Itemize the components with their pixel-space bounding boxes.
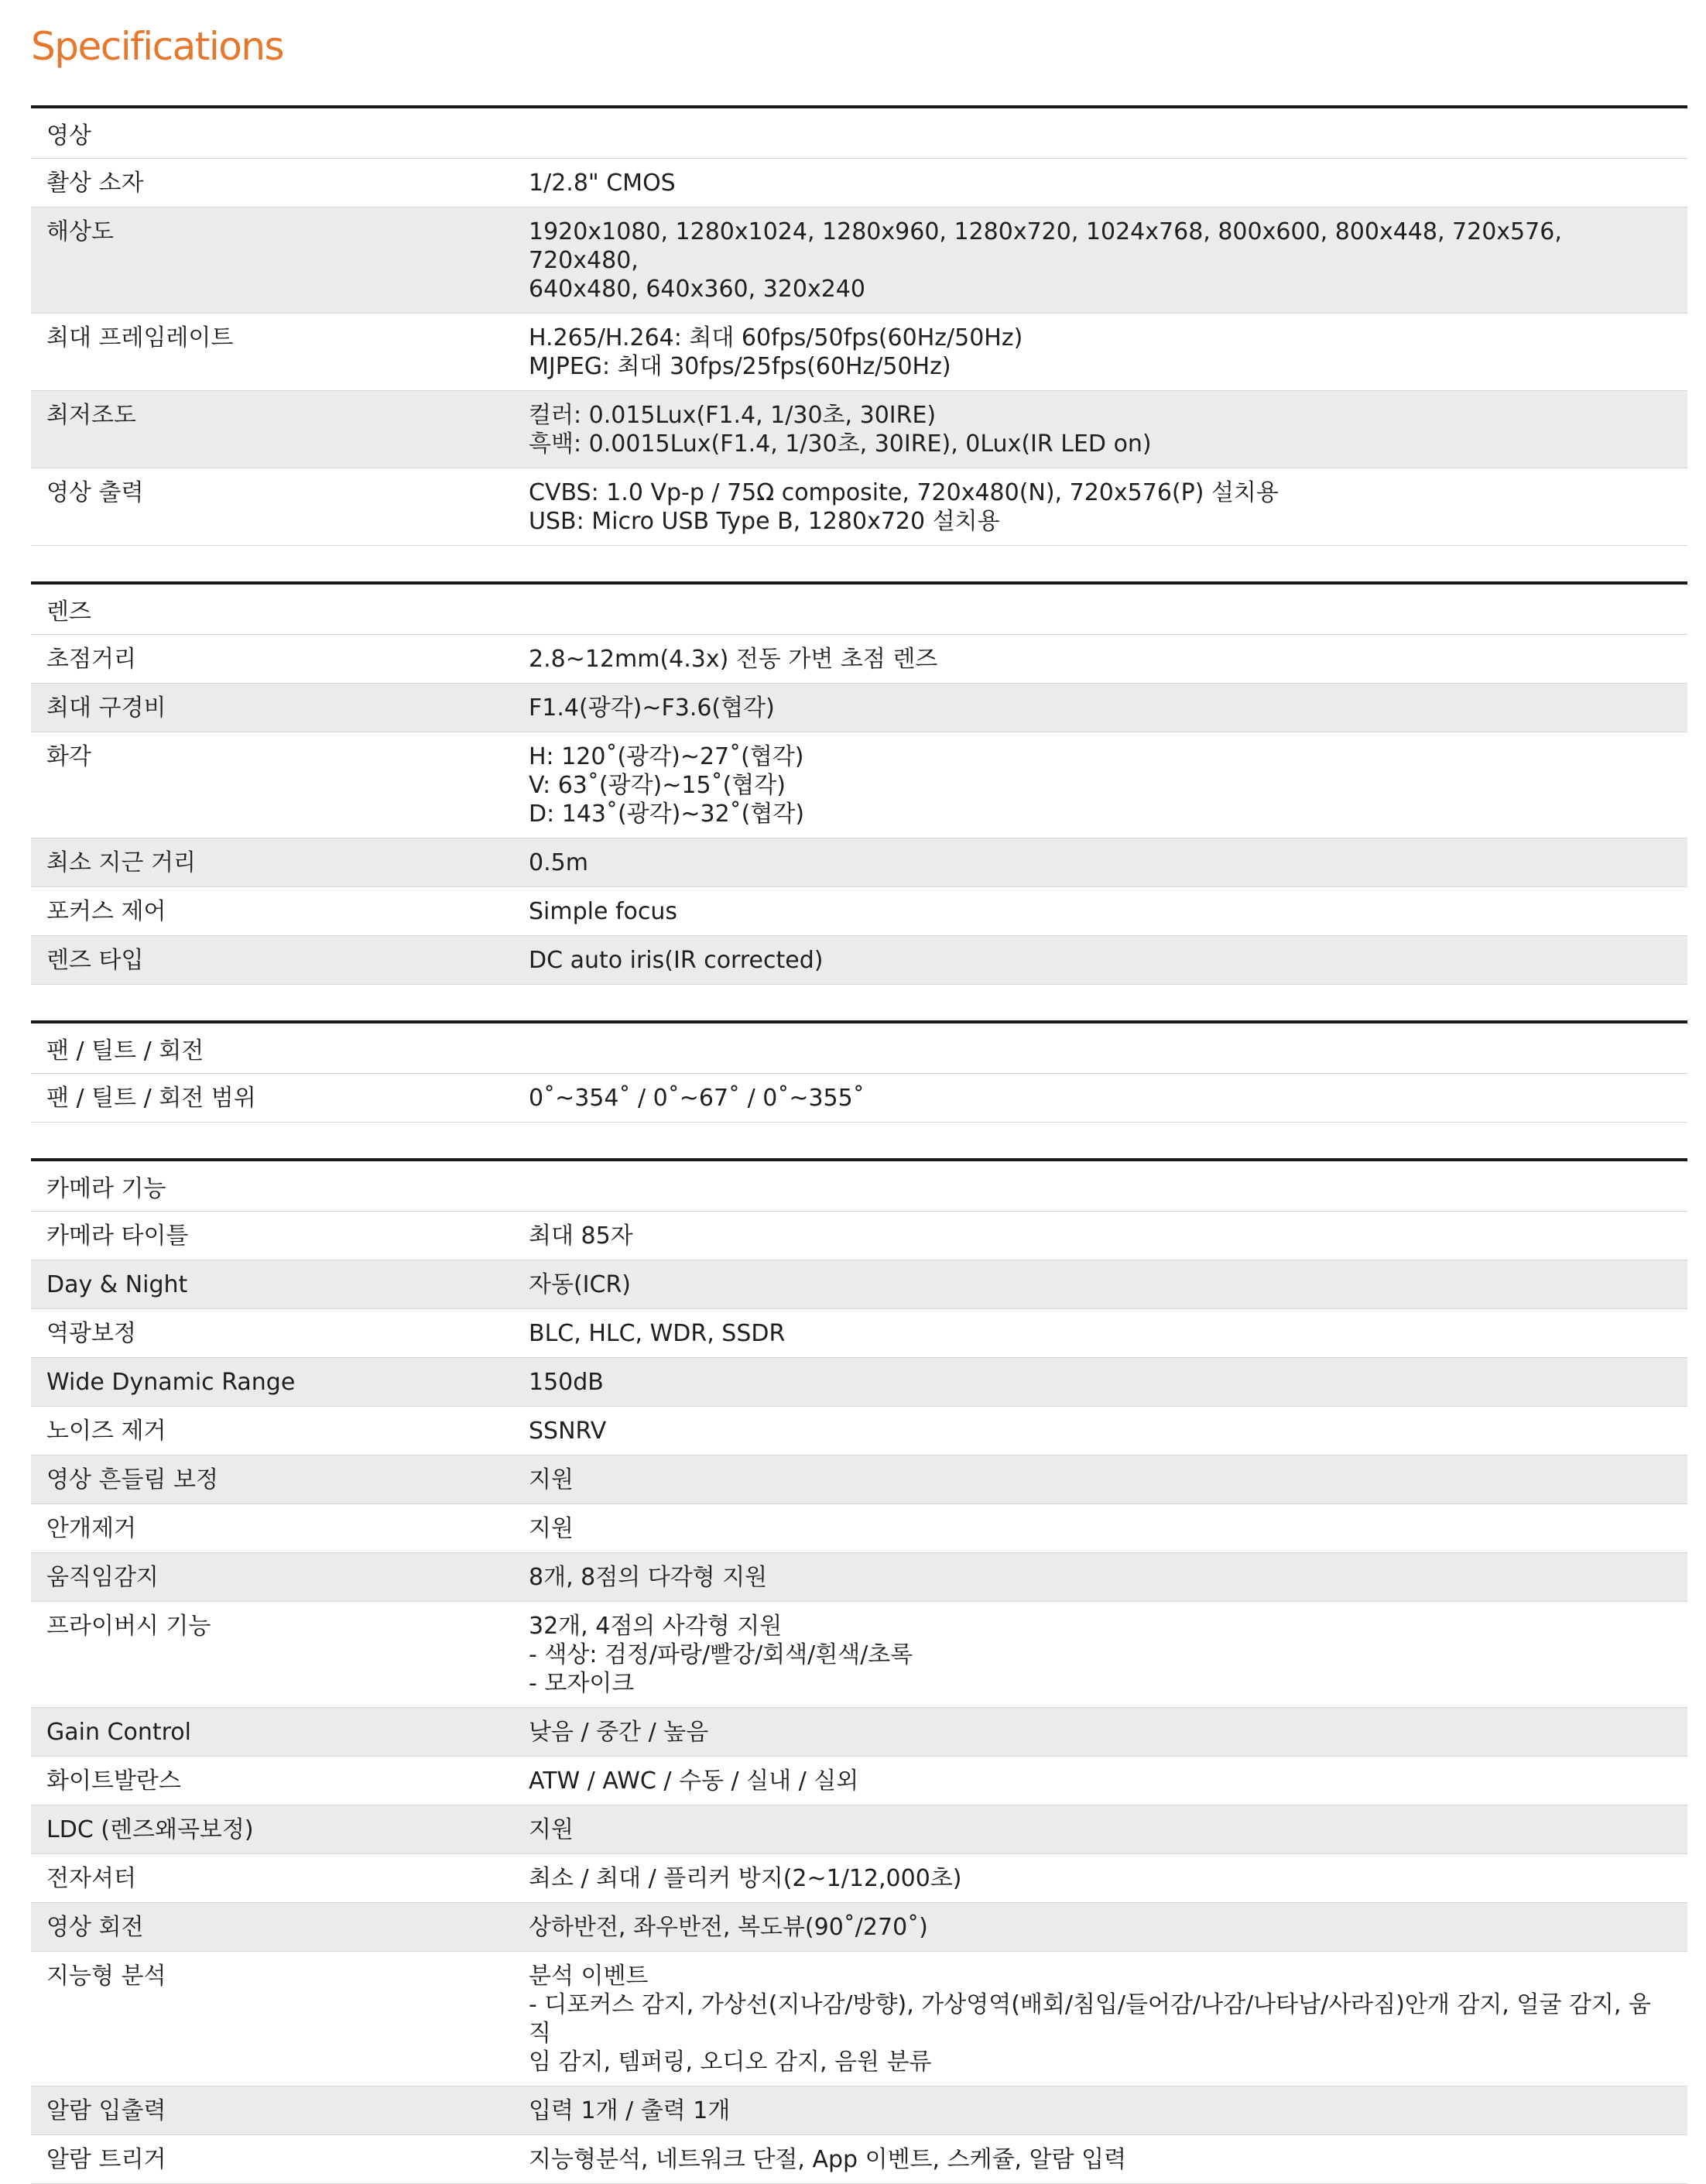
section-rows bbox=[31, 1074, 1687, 1123]
spec-value-line: 2.8~12mm(4.3x) 전동 가변 초점 렌즈 bbox=[529, 646, 938, 673]
spec-section bbox=[31, 581, 1687, 985]
spec-row bbox=[31, 887, 1687, 936]
spec-row bbox=[31, 1708, 1687, 1757]
spec-row bbox=[31, 684, 1687, 732]
spec-value-line: 흑백: 0.0015Lux(F1.4, 1/30초, 30IRE), 0Lux(IR LED on) bbox=[529, 430, 1152, 458]
spec-row bbox=[31, 391, 1687, 468]
spec-label: 화각 bbox=[46, 743, 91, 770]
spec-value bbox=[529, 897, 1687, 926]
spec-value-line: 640x480, 640x360, 320x240 bbox=[529, 276, 865, 303]
spec-row bbox=[31, 1309, 1687, 1358]
spec-value-line: 최대 85자 bbox=[529, 1222, 633, 1250]
section-rows bbox=[31, 1212, 1687, 2184]
spec-row bbox=[31, 1805, 1687, 1854]
spec-value-line: 지능형분석, 네트워크 단절, App 이벤트, 스케쥴, 알람 입력 bbox=[529, 2146, 1127, 2173]
spec-label: 팬 / 틸트 / 회전 범위 bbox=[46, 1085, 256, 1112]
spec-section bbox=[31, 1020, 1687, 1123]
spec-value-line: 지원 bbox=[529, 1816, 574, 1843]
spec-value bbox=[529, 324, 1687, 381]
spec-label: Wide Dynamic Range bbox=[46, 1369, 296, 1396]
spec-row bbox=[31, 468, 1687, 546]
spec-value bbox=[529, 1913, 1687, 1942]
spec-label: 최대 구경비 bbox=[46, 694, 166, 722]
spec-value-line: 최소 / 최대 / 플리커 방지(2~1/12,000초) bbox=[529, 1865, 962, 1892]
spec-value bbox=[529, 742, 1687, 828]
spec-value bbox=[529, 1319, 1687, 1348]
spec-value-line: 컬러: 0.015Lux(F1.4, 1/30초, 30IRE) bbox=[529, 402, 937, 429]
spec-label: 카메라 타이틀 bbox=[46, 1222, 189, 1250]
spec-value-line: 자동(ICR) bbox=[529, 1271, 632, 1298]
spec-label: 움직임감지 bbox=[46, 1564, 159, 1591]
spec-value-line: 32개, 4점의 사각형 지원 bbox=[529, 1613, 783, 1640]
spec-label: 안개제거 bbox=[46, 1515, 136, 1542]
spec-label: 촬상 소자 bbox=[46, 170, 144, 197]
spec-value-line: 1/2.8" CMOS bbox=[529, 170, 676, 197]
section-rows bbox=[31, 635, 1687, 985]
spec-value-line: 분석 이벤트 bbox=[529, 1963, 649, 1990]
spec-row bbox=[31, 1952, 1687, 2086]
section-header: 렌즈 bbox=[31, 585, 1687, 635]
spec-value-line: 지원 bbox=[529, 1466, 574, 1493]
spec-label: 지능형 분석 bbox=[46, 1963, 166, 1990]
spec-label: LDC (렌즈왜곡보정) bbox=[46, 1816, 254, 1843]
spec-value bbox=[529, 401, 1687, 458]
spec-value-line: - 디포커스 감지, 가상선(지나감/방향), 가상영역(배회/침입/들어감/나감/나타남/사라짐)안개 감지, 얼굴 감지, 움직 bbox=[529, 1991, 1651, 2047]
spec-value-line: 낮음 / 중간 / 높음 bbox=[529, 1719, 709, 1746]
spec-table bbox=[31, 105, 1687, 2184]
spec-row bbox=[31, 207, 1687, 314]
spec-label: 알람 입출력 bbox=[46, 2097, 166, 2124]
spec-value-line: DC auto iris(IR corrected) bbox=[529, 947, 824, 974]
spec-label: 영상 출력 bbox=[46, 479, 144, 506]
spec-value-line: 상하반전, 좌우반전, 복도뷰(90˚/270˚) bbox=[529, 1914, 928, 1941]
spec-value-line: MJPEG: 최대 30fps/25fps(60Hz/50Hz) bbox=[529, 353, 951, 380]
spec-value-line: USB: Micro USB Type B, 1280x720 설치용 bbox=[529, 508, 1000, 535]
spec-value bbox=[529, 1864, 1687, 1893]
spec-value bbox=[529, 1084, 1687, 1113]
spec-section bbox=[31, 1158, 1687, 2184]
spec-row bbox=[31, 159, 1687, 207]
spec-value-line: - 모자이크 bbox=[529, 1670, 635, 1697]
spec-label: 전자셔터 bbox=[46, 1865, 136, 1892]
spec-value-line: ATW / AWC / 수동 / 실내 / 실외 bbox=[529, 1767, 859, 1795]
spec-label: 영상 회전 bbox=[46, 1914, 144, 1941]
spec-label: 역광보정 bbox=[46, 1320, 136, 1347]
spec-row bbox=[31, 2086, 1687, 2135]
spec-value bbox=[529, 169, 1687, 197]
spec-value-line: 0.5m bbox=[529, 849, 588, 876]
spec-row bbox=[31, 1854, 1687, 1903]
spec-value-line: - 색상: 검정/파랑/빨강/회색/흰색/초록 bbox=[529, 1641, 913, 1668]
spec-label: 포커스 제어 bbox=[46, 898, 166, 925]
spec-value bbox=[529, 478, 1687, 536]
spec-label: 렌즈 타입 bbox=[46, 947, 144, 974]
spec-label: 해상도 bbox=[46, 218, 114, 245]
spec-label: Gain Control bbox=[46, 1719, 191, 1746]
spec-value bbox=[529, 1466, 1687, 1494]
spec-value-line: CVBS: 1.0 Vp-p / 75Ω composite, 720x480(N), 720x576(P) 설치용 bbox=[529, 479, 1279, 506]
spec-label: 노이즈 제거 bbox=[46, 1418, 166, 1445]
spec-row bbox=[31, 1903, 1687, 1952]
spec-row bbox=[31, 1212, 1687, 1260]
spec-value bbox=[529, 1962, 1687, 2076]
spec-value bbox=[529, 694, 1687, 722]
spec-row bbox=[31, 936, 1687, 985]
spec-value-line: Simple focus bbox=[529, 898, 678, 925]
spec-value-line: 0˚~354˚ / 0˚~67˚ / 0˚~355˚ bbox=[529, 1085, 865, 1112]
spec-row bbox=[31, 314, 1687, 391]
spec-value-line: 8개, 8점의 다각형 지원 bbox=[529, 1564, 768, 1591]
spec-value-line: 입력 1개 / 출력 1개 bbox=[529, 2097, 731, 2124]
spec-value-line: H.265/H.264: 최대 60fps/50fps(60Hz/50Hz) bbox=[529, 324, 1023, 351]
spec-value bbox=[529, 1815, 1687, 1844]
spec-value bbox=[529, 2097, 1687, 2125]
spec-value bbox=[529, 1417, 1687, 1445]
spec-value bbox=[529, 1718, 1687, 1747]
spec-value-line: 임 감지, 템퍼링, 오디오 감지, 음원 분류 bbox=[529, 2049, 932, 2076]
spec-value bbox=[529, 849, 1687, 877]
spec-value bbox=[529, 2145, 1687, 2174]
section-header: 팬 / 틸트 / 회전 bbox=[31, 1023, 1687, 1074]
spec-row bbox=[31, 732, 1687, 838]
spec-label: 화이트발란스 bbox=[46, 1767, 181, 1795]
spec-value-line: SSNRV bbox=[529, 1418, 607, 1445]
spec-label: Day & Night bbox=[46, 1271, 188, 1298]
spec-row bbox=[31, 1074, 1687, 1123]
spec-row bbox=[31, 1602, 1687, 1708]
page-title: Specifications bbox=[31, 24, 284, 69]
spec-label: 알람 트리거 bbox=[46, 2146, 166, 2173]
spec-value bbox=[529, 218, 1687, 303]
spec-label: 초점거리 bbox=[46, 646, 136, 673]
spec-row bbox=[31, 1407, 1687, 1455]
spec-row bbox=[31, 2135, 1687, 2184]
spec-value-line: V: 63˚(광각)~15˚(협각) bbox=[529, 772, 786, 799]
spec-row bbox=[31, 1504, 1687, 1553]
spec-value-line: BLC, HLC, WDR, SSDR bbox=[529, 1320, 786, 1347]
spec-label: 최소 지근 거리 bbox=[46, 849, 196, 876]
spec-value-line: 1920x1080, 1280x1024, 1280x960, 1280x720, 1024x768, 800x600, 800x448, 720x576, 720x480, bbox=[529, 218, 1562, 274]
spec-section bbox=[31, 105, 1687, 546]
spec-value bbox=[529, 1368, 1687, 1397]
spec-row bbox=[31, 1358, 1687, 1407]
spec-row bbox=[31, 838, 1687, 887]
spec-value-line: 150dB bbox=[529, 1369, 604, 1396]
spec-value-line: H: 120˚(광각)~27˚(협각) bbox=[529, 743, 804, 770]
spec-label: 영상 흔들림 보정 bbox=[46, 1466, 218, 1493]
spec-value bbox=[529, 1514, 1687, 1543]
spec-value bbox=[529, 1767, 1687, 1795]
spec-value bbox=[529, 1222, 1687, 1250]
spec-row bbox=[31, 635, 1687, 684]
spec-value bbox=[529, 1612, 1687, 1698]
spec-value-line: D: 143˚(광각)~32˚(협각) bbox=[529, 801, 805, 828]
spec-value bbox=[529, 1563, 1687, 1592]
spec-label: 프라이버시 기능 bbox=[46, 1613, 211, 1640]
spec-row bbox=[31, 1260, 1687, 1309]
section-rows bbox=[31, 159, 1687, 546]
spec-row bbox=[31, 1757, 1687, 1805]
section-header: 카메라 기능 bbox=[31, 1161, 1687, 1212]
spec-value bbox=[529, 946, 1687, 975]
spec-value-line: F1.4(광각)~F3.6(협각) bbox=[529, 694, 775, 722]
spec-value-line: 지원 bbox=[529, 1515, 574, 1542]
spec-row bbox=[31, 1553, 1687, 1602]
spec-label: 최대 프레임레이트 bbox=[46, 324, 234, 351]
spec-row bbox=[31, 1455, 1687, 1504]
section-header: 영상 bbox=[31, 108, 1687, 159]
spec-value bbox=[529, 645, 1687, 674]
spec-label: 최저조도 bbox=[46, 402, 136, 429]
spec-value bbox=[529, 1270, 1687, 1299]
